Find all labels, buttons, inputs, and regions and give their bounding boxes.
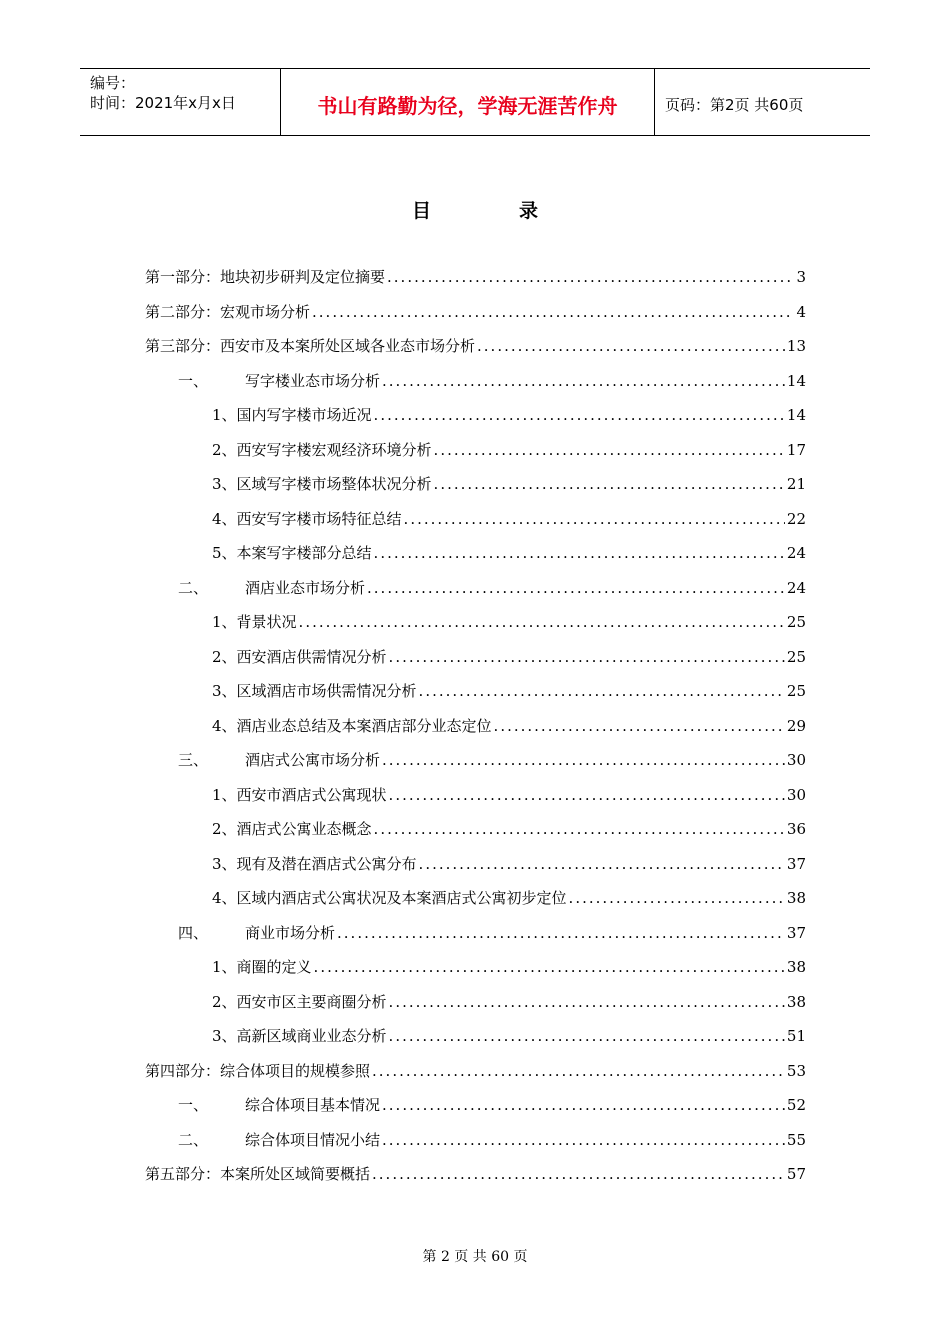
toc-leader-dots: [372, 1165, 785, 1183]
toc-leader-dots: [374, 406, 785, 424]
toc-entry[interactable]: [145, 577, 806, 612]
header-number-label: 编号：: [90, 74, 136, 92]
header-time-label: 时间：2021年x月x日: [90, 94, 236, 112]
toc-leader-dots: [382, 751, 785, 769]
toc-entry-page: 52: [786, 1096, 806, 1114]
toc-entry[interactable]: [145, 680, 806, 715]
toc-entry[interactable]: [145, 1060, 806, 1095]
toc-entry-number: 一、: [178, 1096, 209, 1114]
toc-entry-page: 17: [786, 440, 806, 459]
toc-entry-page: 25: [786, 682, 806, 700]
toc-leader-dots: [434, 441, 785, 459]
toc-entry[interactable]: [145, 335, 806, 370]
toc-leader-dots: [387, 268, 790, 286]
table-of-contents: [145, 266, 806, 1198]
toc-leader-dots: [312, 303, 790, 321]
toc-entry[interactable]: [145, 1025, 806, 1060]
toc-entry-page: 24: [786, 578, 806, 597]
toc-entry-page: 22: [786, 509, 806, 528]
toc-entry-text: 酒店式公寓市场分析: [245, 751, 381, 769]
toc-leader-dots: [404, 510, 785, 528]
toc-entry-text: 商业市场分析: [245, 923, 336, 942]
toc-entry[interactable]: [145, 301, 806, 336]
toc-entry-text: 4、酒店业态总结及本案酒店部分业态定位: [212, 716, 492, 735]
toc-entry-text: 3、现有及潜在酒店式公寓分布: [212, 854, 417, 873]
toc-entry-text: 第三部分：西安市及本案所处区域各业态市场分析: [145, 337, 476, 355]
toc-leader-dots: [389, 1027, 785, 1045]
toc-entry[interactable]: [145, 508, 806, 543]
toc-entry-text: 1、国内写字楼市场近况: [212, 406, 372, 424]
toc-entry-page: 3: [796, 268, 806, 286]
toc-entry-number: 三、: [178, 751, 209, 769]
toc-entry[interactable]: [145, 818, 806, 853]
toc-entry-number: 四、: [178, 923, 209, 942]
toc-entry[interactable]: [145, 473, 806, 508]
toc-leader-dots: [569, 889, 785, 907]
toc-title: [0, 196, 950, 223]
toc-entry[interactable]: [145, 439, 806, 474]
toc-leader-dots: [382, 1096, 785, 1114]
toc-entry-page: 29: [786, 716, 806, 735]
toc-entry[interactable]: [145, 646, 806, 681]
toc-entry-text: 综合体项目情况小结: [245, 1130, 381, 1149]
toc-entry-text: 1、商圈的定义: [212, 958, 312, 976]
toc-entry[interactable]: [145, 853, 806, 888]
toc-leader-dots: [389, 786, 785, 804]
toc-entry[interactable]: [145, 542, 806, 577]
toc-entry[interactable]: [145, 922, 806, 957]
toc-entry-page: 25: [786, 647, 806, 666]
toc-entry-text: 3、区域写字楼市场整体状况分析: [212, 475, 432, 493]
toc-entry-text: 3、高新区域商业业态分析: [212, 1027, 387, 1045]
toc-entry[interactable]: [145, 1094, 806, 1129]
toc-entry-text: 1、背景状况: [212, 613, 297, 631]
toc-entry[interactable]: [145, 887, 806, 922]
toc-entry-text: 3、区域酒店市场供需情况分析: [212, 682, 417, 700]
header-motto: 书山有路勤为径，学海无涯苦作舟: [281, 69, 655, 135]
toc-entry-page: 13: [786, 337, 806, 355]
toc-leader-dots: [374, 544, 785, 562]
toc-entry-number: 一、: [178, 371, 209, 390]
toc-entry-page: 37: [786, 854, 806, 873]
toc-entry-page: 51: [786, 1027, 806, 1045]
toc-entry-page: 38: [786, 992, 806, 1011]
toc-leader-dots: [382, 372, 785, 390]
toc-entry-page: 38: [786, 889, 806, 907]
toc-leader-dots: [374, 820, 785, 838]
toc-leader-dots: [367, 579, 785, 597]
toc-entry[interactable]: [145, 956, 806, 991]
toc-entry-page: 14: [786, 371, 806, 390]
toc-entry-page: 14: [786, 406, 806, 424]
toc-entry-page: 30: [786, 751, 806, 769]
toc-entry-text: 2、西安酒店供需情况分析: [212, 647, 387, 666]
page-footer: 第 2 页 共 60 页: [422, 1249, 528, 1265]
toc-entry-number: 二、: [178, 1130, 209, 1149]
toc-entry[interactable]: [145, 370, 806, 405]
toc-entry[interactable]: [145, 784, 806, 819]
toc-entry-page: 55: [786, 1130, 806, 1149]
toc-entry-text: 2、西安市区主要商圈分析: [212, 992, 387, 1011]
toc-leader-dots: [494, 717, 785, 735]
toc-entry-text: 酒店业态市场分析: [245, 578, 366, 597]
toc-entry-text: 4、区域内酒店式公寓状况及本案酒店式公寓初步定位: [212, 889, 567, 907]
toc-entry[interactable]: [145, 991, 806, 1026]
toc-leader-dots: [434, 475, 785, 493]
toc-entry-text: 2、西安写字楼宏观经济环境分析: [212, 440, 432, 459]
toc-entry-text: 5、本案写字楼部分总结: [212, 544, 372, 562]
toc-leader-dots: [477, 337, 785, 355]
toc-entry[interactable]: [145, 749, 806, 784]
toc-entry-page: 4: [796, 302, 806, 321]
header-page-info: 页码：第2页 共60页: [665, 95, 804, 114]
toc-entry-page: 24: [786, 544, 806, 562]
toc-entry-page: 21: [786, 475, 806, 493]
toc-title-part1: 目: [411, 200, 431, 222]
toc-entry-text: 第五部分：本案所处区域简要概括: [145, 1165, 371, 1183]
toc-leader-dots: [299, 613, 785, 631]
toc-entry-text: 4、西安写字楼市场特征总结: [212, 509, 402, 528]
toc-entry[interactable]: [145, 404, 806, 439]
toc-entry-text: 写字楼业态市场分析: [245, 371, 381, 390]
toc-entry-text: 第一部分：地块初步研判及定位摘要: [145, 268, 386, 286]
toc-entry-page: 53: [786, 1061, 806, 1080]
toc-entry[interactable]: [145, 1163, 806, 1198]
toc-entry-page: 36: [786, 820, 806, 838]
toc-leader-dots: [389, 648, 785, 666]
toc-entry-page: 57: [786, 1165, 806, 1183]
toc-leader-dots: [337, 924, 785, 942]
header-left-cell: [80, 69, 281, 135]
toc-entry-text: 第四部分：综合体项目的规模参照: [145, 1061, 371, 1080]
toc-entry-text: 2、酒店式公寓业态概念: [212, 820, 372, 838]
toc-entry-text: 1、西安市酒店式公寓现状: [212, 785, 387, 804]
toc-leader-dots: [314, 958, 785, 976]
toc-leader-dots: [419, 855, 785, 873]
toc-leader-dots: [382, 1131, 785, 1149]
toc-entry-number: 二、: [178, 578, 209, 597]
toc-leader-dots: [419, 682, 785, 700]
toc-entry-text: 第二部分：宏观市场分析: [145, 302, 311, 321]
toc-leader-dots: [389, 993, 785, 1011]
toc-entry-page: 38: [786, 958, 806, 976]
toc-leader-dots: [372, 1062, 785, 1080]
toc-entry-page: 37: [786, 923, 806, 942]
toc-entry[interactable]: [145, 715, 806, 750]
toc-entry[interactable]: [145, 611, 806, 646]
toc-entry-page: 30: [786, 785, 806, 804]
page-header: [80, 68, 870, 136]
toc-entry-page: 25: [786, 613, 806, 631]
toc-entry[interactable]: [145, 266, 806, 301]
toc-entry-text: 综合体项目基本情况: [245, 1096, 381, 1114]
toc-entry[interactable]: [145, 1129, 806, 1164]
toc-title-part2: 录: [519, 200, 539, 222]
